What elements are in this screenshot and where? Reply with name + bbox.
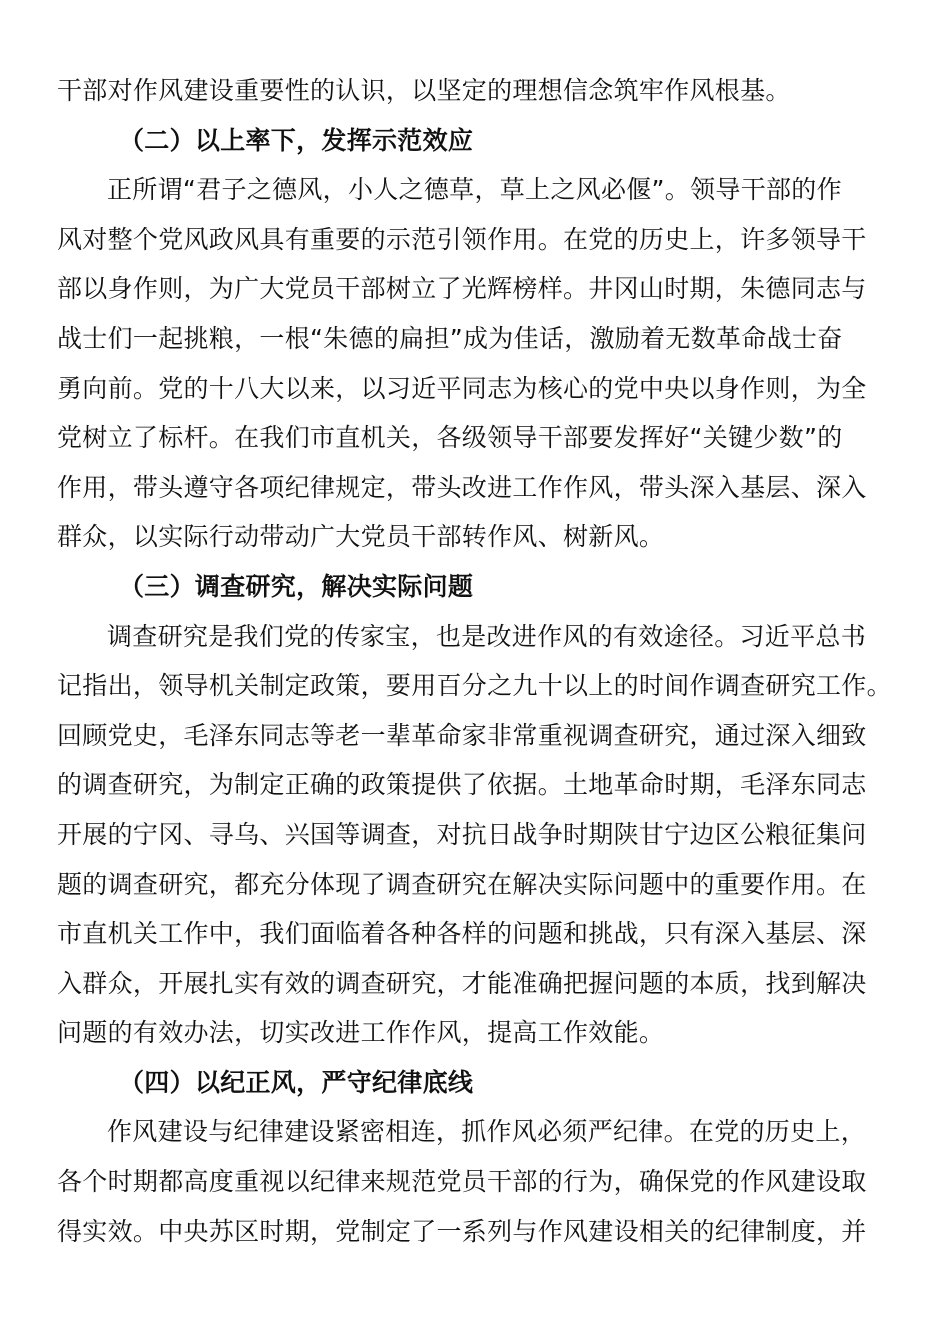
body-text-line: 部以身作则，为广大党员干部树立了光辉榜样。井冈山时期，朱德同志与 bbox=[57, 274, 867, 304]
body-text-line: 勇向前。党的十八大以来，以习近平同志为核心的党中央以身作则，为全 bbox=[57, 373, 867, 403]
body-text-line: 干部对作风建设重要性的认识，以坚定的理想信念筑牢作风根基。 bbox=[57, 76, 791, 105]
body-text-line: 风对整个党风政风具有重要的示范引领作用。在党的历史上，许多领导干 bbox=[57, 224, 867, 254]
body-text-line: 记指出，领导机关制定政策，要用百分之九十以上的时间作调查研究工作。 bbox=[57, 671, 892, 701]
paragraph-first-line: 调查研究是我们党的传家宝，也是改进作风的有效途径。习近平总书 bbox=[107, 621, 867, 651]
body-text-line: 回顾党史，毛泽东同志等老一辈革命家非常重视调查研究，通过深入细致 bbox=[57, 720, 867, 750]
body-text-line: 群众，以实际行动带动广大党员干部转作风、树新风。 bbox=[57, 522, 665, 552]
body-text-line: 的调查研究，为制定正确的政策提供了依据。土地革命时期，毛泽东同志 bbox=[57, 770, 867, 800]
body-text-line: 市直机关工作中，我们面临着各种各样的问题和挑战，只有深入基层、深 bbox=[57, 919, 867, 949]
body-text-line: 战士们一起挑粮，一根“朱德的扁担”成为佳话，激励着无数革命战士奋 bbox=[57, 323, 843, 353]
body-text-line: 作用，带头遵守各项纪律规定，带头改进工作作风，带头深入基层、深入 bbox=[57, 472, 867, 502]
section-heading-3: （三）调查研究，解决实际问题 bbox=[119, 571, 474, 601]
body-text-line: 题的调查研究，都充分体现了调查研究在解决实际问题中的重要作用。在 bbox=[57, 869, 867, 899]
body-text-line: 入群众，开展扎实有效的调查研究，才能准确把握问题的本质，找到解决 bbox=[57, 968, 867, 998]
section-heading-2: （二）以上率下，发挥示范效应 bbox=[119, 125, 474, 155]
paragraph-first-line: 正所谓“君子之德风，小人之德草，草上之风必偃”。领导干部的作 bbox=[107, 175, 842, 205]
body-text-line: 党树立了标杆。在我们市直机关，各级领导干部要发挥好“关键少数”的 bbox=[57, 423, 843, 453]
body-text-line: 各个时期都高度重视以纪律来规范党员干部的行为，确保党的作风建设取 bbox=[57, 1167, 867, 1197]
body-text-line: 得实效。中央苏区时期，党制定了一系列与作风建设相关的纪律制度，并 bbox=[57, 1216, 867, 1246]
section-heading-4: （四）以纪正风，严守纪律底线 bbox=[119, 1067, 474, 1097]
paragraph-first-line: 作风建设与纪律建设紧密相连，抓作风必须严纪律。在党的历史上， bbox=[107, 1117, 867, 1147]
document-page bbox=[57, 66, 893, 1256]
body-text-line: 问题的有效办法，切实改进工作作风，提高工作效能。 bbox=[57, 1018, 665, 1048]
body-text-line: 开展的宁冈、寻乌、兴国等调查，对抗日战争时期陕甘宁边区公粮征集问 bbox=[57, 819, 867, 849]
